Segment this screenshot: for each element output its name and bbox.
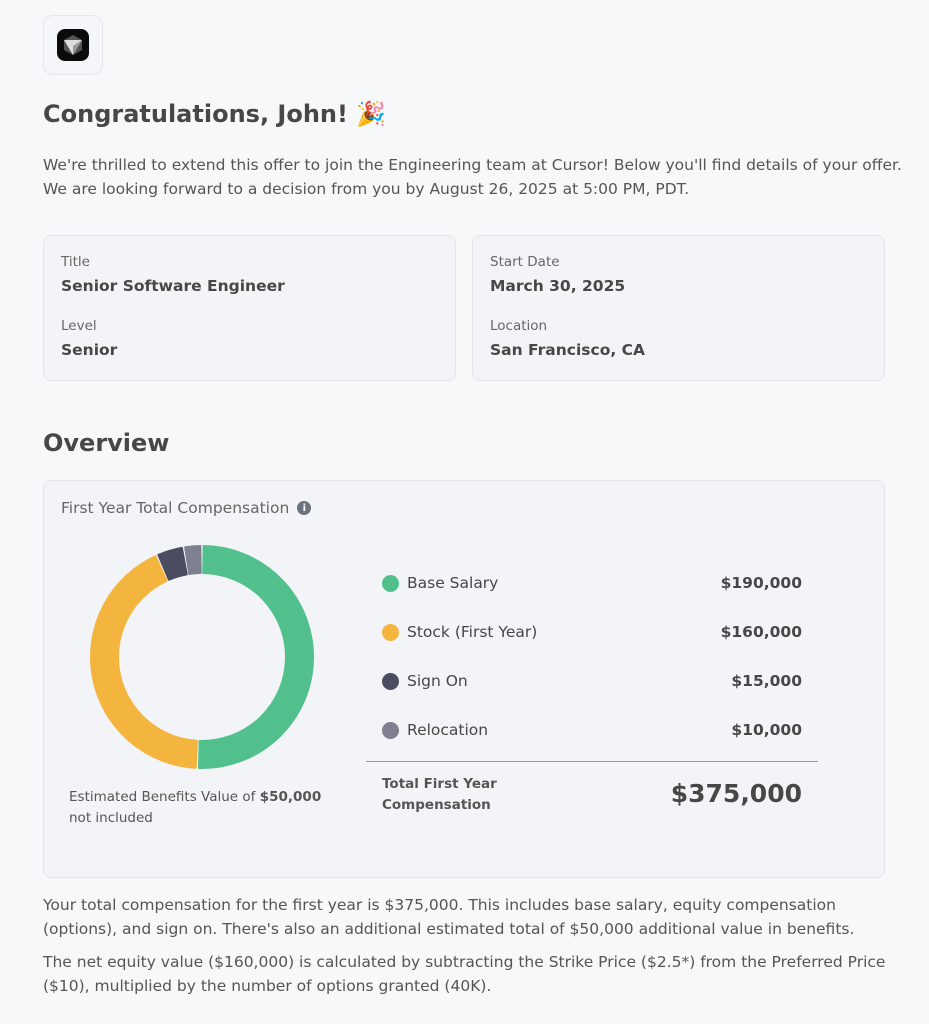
summary-paragraph: Your total compensation for the first year is $375,000. This includes base salary, equity compensation (options), and sign on. There's also an additional estimated total of $50,000 additional value in benefits. <box>43 896 855 938</box>
legend-amount: $15,000 <box>731 672 802 690</box>
legend-dot <box>382 722 399 739</box>
legend-label: Stock (First Year) <box>407 623 538 641</box>
company-logo <box>43 15 103 75</box>
overview-heading: Overview <box>43 429 170 457</box>
legend-dot <box>382 624 399 641</box>
donut-segment-stock-first-year[interactable] <box>91 556 197 768</box>
legend-dot <box>382 575 399 592</box>
legend-item <box>382 620 802 644</box>
party-popper-icon: 🎉 <box>356 100 387 128</box>
role-card <box>43 235 456 381</box>
legend-label: Sign On <box>407 672 468 690</box>
start-card <box>472 235 885 381</box>
legend-amount: $160,000 <box>720 623 802 641</box>
equity-paragraph: The net equity value ($160,000) is calculated by subtracting the Strike Price ($2.5*) from the Preferred Price ($10), multiplied by the number of options granted (40K). <box>43 953 886 995</box>
level-label: Level <box>61 318 97 334</box>
legend-label: Base Salary <box>407 574 499 592</box>
legend-item <box>382 669 802 693</box>
legend-dot <box>382 673 399 690</box>
page-title: Congratulations, John! 🎉 <box>43 100 387 128</box>
intro-text: We're thrilled to extend this offer to join the Engineering team at Cursor! Below you'll find details of your offer. We are looking forward to a decision from you by August 26, 2025 at 5:00 PM, PDT. <box>43 156 902 198</box>
donut-segment-relocation[interactable] <box>185 546 201 574</box>
start-date-value: March 30, 2025 <box>490 277 626 295</box>
location-value: San Francisco, CA <box>490 341 646 359</box>
location-label: Location <box>490 318 548 334</box>
legend-item <box>382 718 802 742</box>
total-label: Total First Year Compensation <box>382 776 497 813</box>
total-value: $375,000 <box>670 779 802 808</box>
info-icon[interactable]: i <box>297 501 311 515</box>
compensation-card <box>43 480 885 878</box>
divider <box>366 761 818 762</box>
level-value: Senior <box>61 341 118 359</box>
legend-item <box>382 571 802 595</box>
title-label: Title <box>61 254 90 270</box>
legend-amount: $10,000 <box>731 721 802 739</box>
compensation-title: First Year Total Compensation i <box>61 499 311 517</box>
donut-chart <box>80 535 324 779</box>
title-value: Senior Software Engineer <box>61 277 285 295</box>
start-date-label: Start Date <box>490 254 560 270</box>
legend-label: Relocation <box>407 721 489 739</box>
cursor-logo-icon <box>57 29 89 61</box>
benefits-note: Estimated Benefits Value of $50,000 not included <box>69 789 322 826</box>
legend-amount: $190,000 <box>720 574 802 592</box>
donut-segment-base-salary[interactable] <box>199 546 313 768</box>
